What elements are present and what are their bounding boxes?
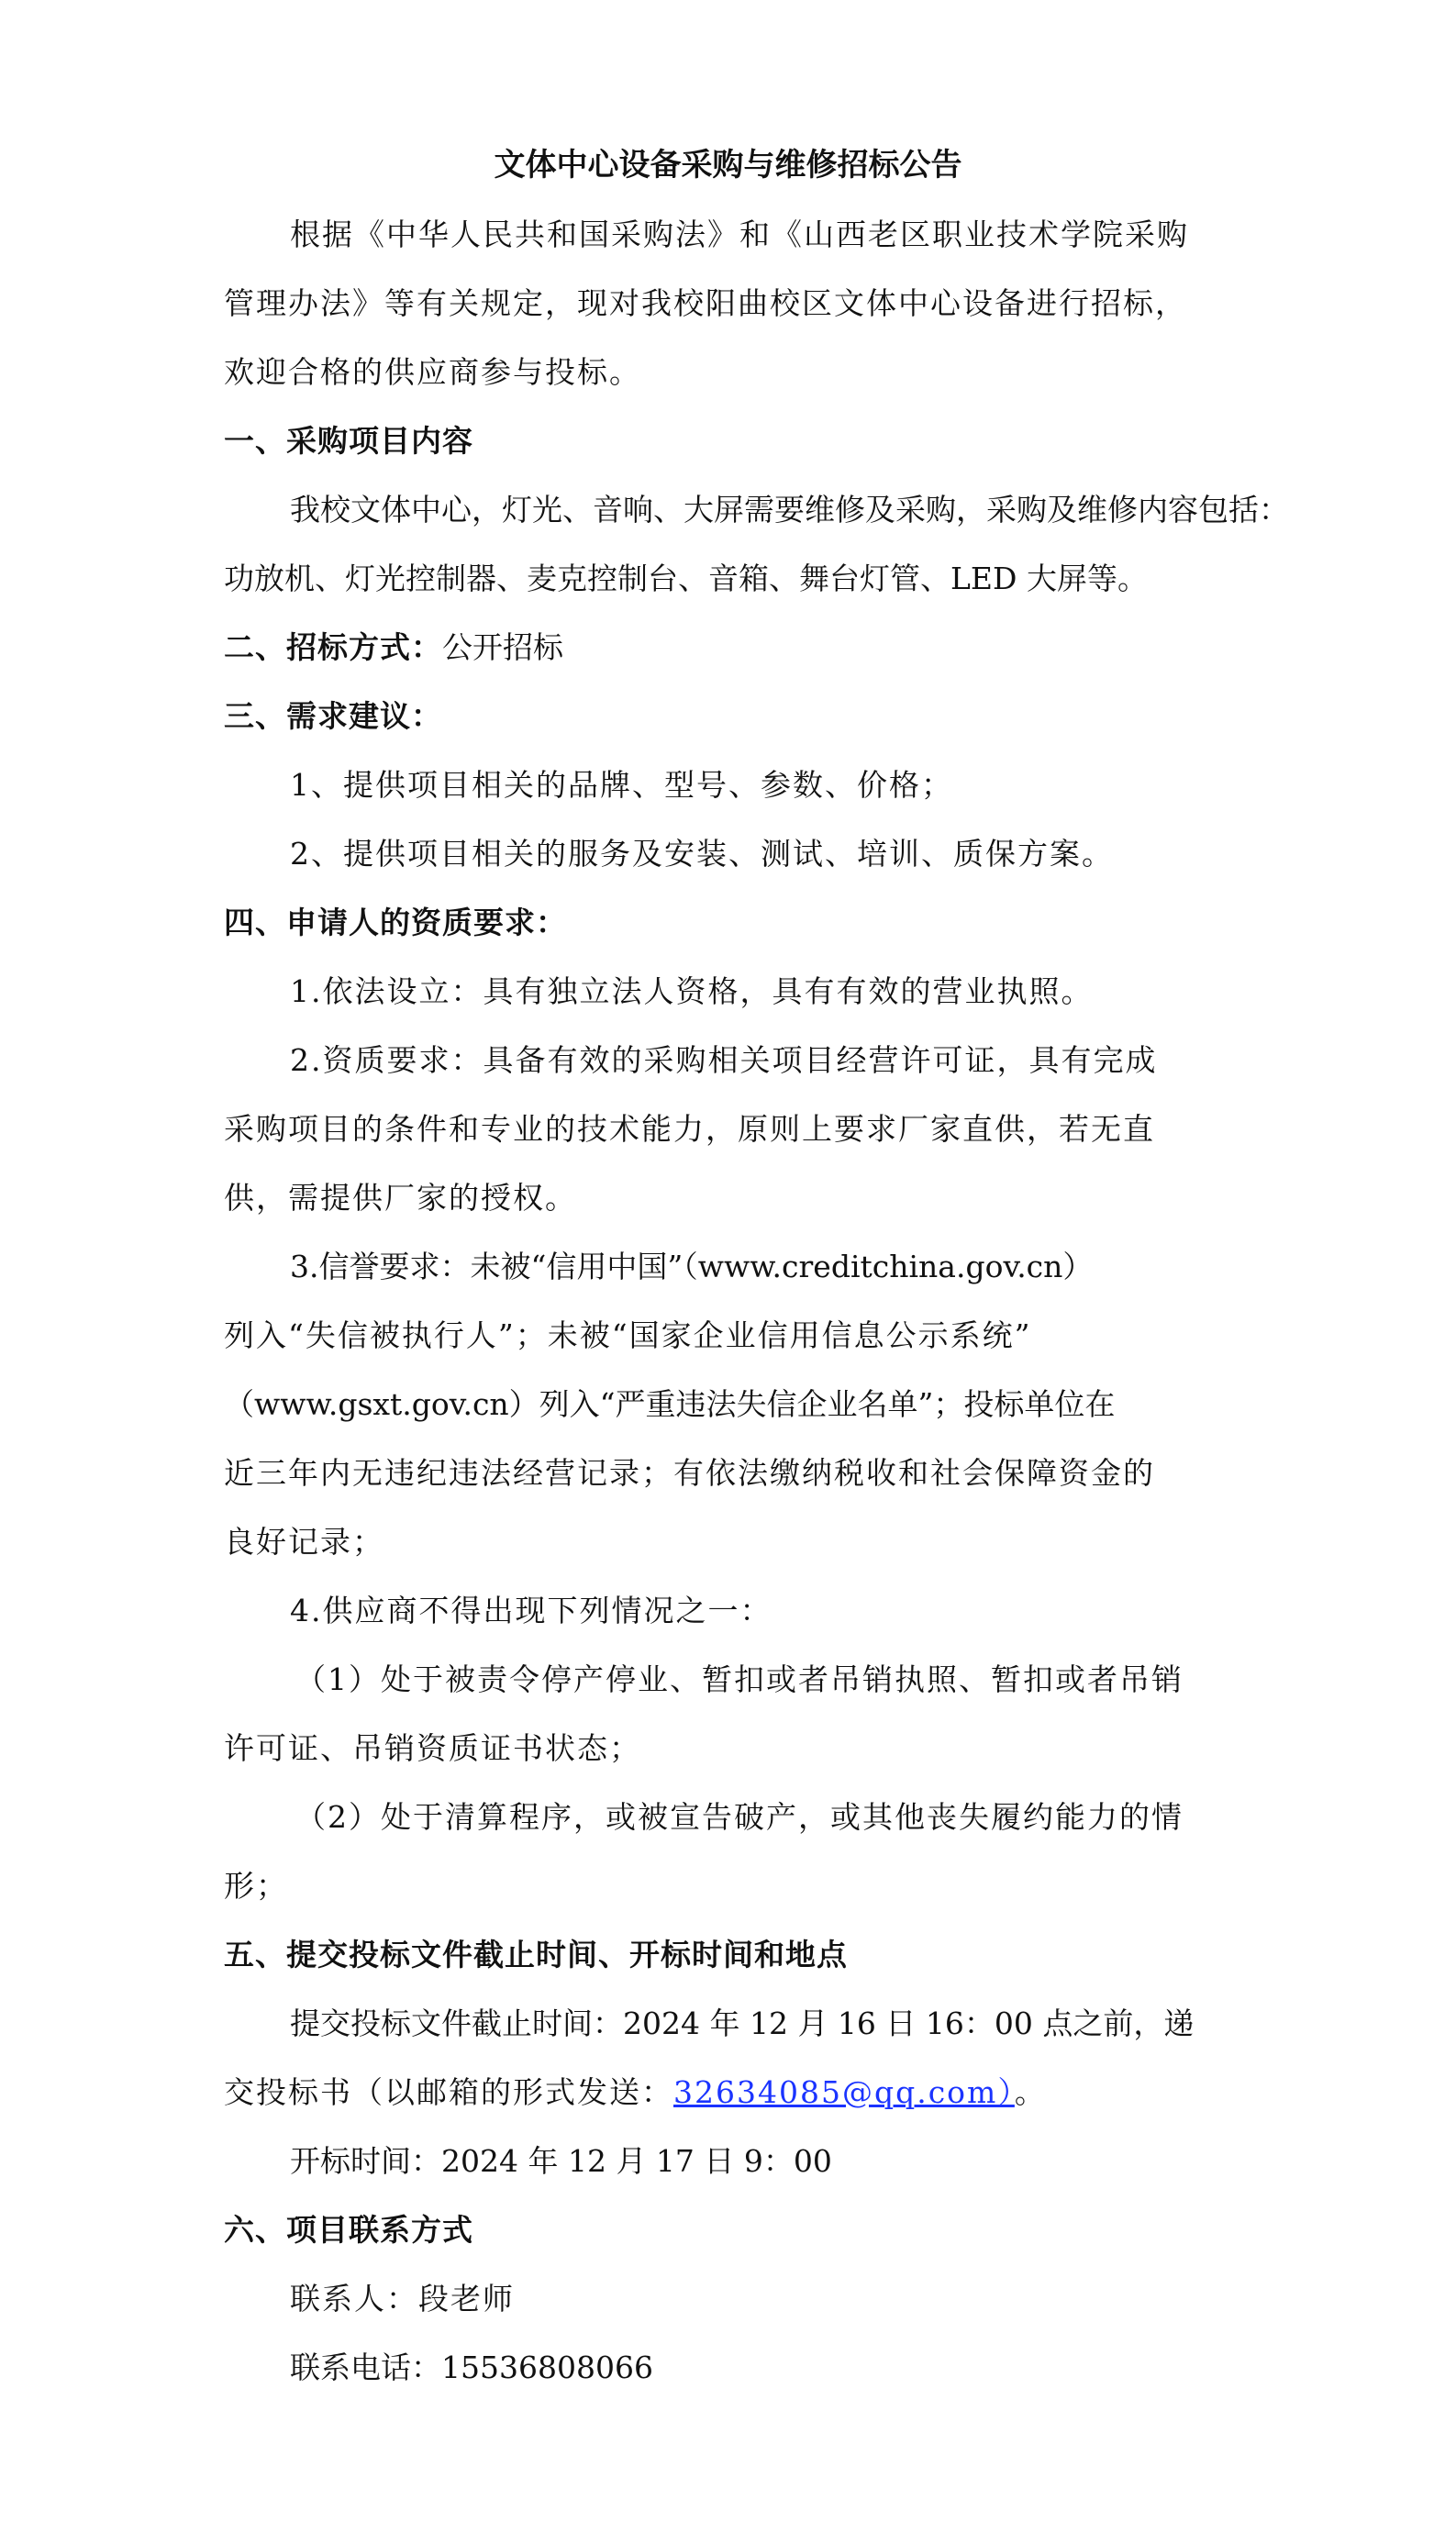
section-4-item-3-line-4: 近三年内无违纪违法经营记录；有依法缴纳税收和社会保障资金的 (224, 1455, 1155, 1491)
document-title: 文体中心设备采购与维修招标公告 (494, 147, 962, 183)
deadline-suffix: 。 (1014, 2074, 1047, 2110)
section-1-line-2: 功放机、灯光控制器、麦克控制台、音箱、舞台灯管、LED 大屏等。 (224, 561, 1148, 596)
section-5-heading: 五、提交投标文件截止时间、开标时间和地点 (224, 1937, 848, 1972)
section-3-item-2: 2、提供项目相关的服务及安装、测试、培训、质保方案。 (290, 836, 1114, 872)
section-4-item-2-line-1: 2.资质要求：具备有效的采购相关项目经营许可证，具有完成 (290, 1042, 1158, 1078)
section-6-phone: 联系电话：15536808066 (290, 2350, 653, 2385)
intro-line-3: 欢迎合格的供应商参与投标。 (224, 354, 641, 390)
section-2-value: 公开招标 (442, 629, 563, 665)
document-body (224, 200, 1289, 2402)
section-4-item-4: 4.供应商不得出现下列情况之一： (290, 1593, 772, 1628)
section-4-sub-1-line-2: 许可证、吊销资质证书状态； (224, 1730, 641, 1766)
section-3-heading: 三、需求建议： (224, 698, 442, 734)
section-4-item-3-line-3: （www.gsxt.gov.cn）列入“严重违法失信企业名单”；投标单位在 (224, 1386, 1116, 1422)
section-1-heading: 一、采购项目内容 (224, 423, 473, 459)
section-2-row (224, 613, 1233, 682)
section-4-sub-1-line-1: （1）处于被责令停产停业、暂扣或者吊销执照、暂扣或者吊销 (295, 1661, 1184, 1697)
section-5-deadline-line-2 (224, 2058, 1233, 2127)
section-4-item-3-line-2: 列入“失信被执行人”；未被“国家企业信用信息公示系统” (224, 1317, 1032, 1353)
section-6-heading: 六、项目联系方式 (224, 2212, 473, 2248)
section-4-item-3-line-5: 良好记录； (224, 1524, 384, 1560)
section-4-sub-2-line-2: 形； (224, 1868, 288, 1904)
section-6-contact: 联系人：段老师 (290, 2281, 515, 2316)
email-link[interactable]: 32634085@qq.com） (673, 2074, 1015, 2110)
section-3-item-1: 1、提供项目相关的品牌、型号、参数、价格； (290, 767, 953, 803)
section-4-item-2-line-2: 采购项目的条件和专业的技术能力，原则上要求厂家直供，若无直 (224, 1111, 1155, 1147)
section-1-line-1: 我校文体中心，灯光、音响、大屏需要维修及采购，采购及维修内容包括： (290, 492, 1289, 528)
section-5-deadline-line-1: 提交投标文件截止时间：2024 年 12 月 16 日 16：00 点之前，递 (290, 2005, 1195, 2041)
section-4-heading: 四、申请人的资质要求： (224, 905, 567, 940)
section-4-item-3-line-1: 3.信誉要求：未被“信用中国”（www.creditchina.gov.cn） (290, 1249, 1094, 1284)
deadline-prefix: 交投标书（以邮箱的形式发送： (224, 2074, 673, 2110)
intro-line-1: 根据《中华人民共和国采购法》和《山西老区职业技术学院采购 (290, 217, 1189, 252)
section-2-heading: 二、招标方式： (224, 629, 442, 665)
section-5-opening-time: 开标时间：2024 年 12 月 17 日 9：00 (290, 2143, 832, 2179)
section-4-sub-2-line-1: （2）处于清算程序，或被宣告破产，或其他丧失履约能力的情 (295, 1799, 1184, 1835)
section-4-item-1: 1.依法设立：具有独立法人资格，具有有效的营业执照。 (290, 973, 1094, 1009)
section-4-item-2-line-3: 供，需提供厂家的授权。 (224, 1180, 577, 1216)
intro-line-2: 管理办法》等有关规定，现对我校阳曲校区文体中心设备进行招标， (224, 285, 1187, 321)
